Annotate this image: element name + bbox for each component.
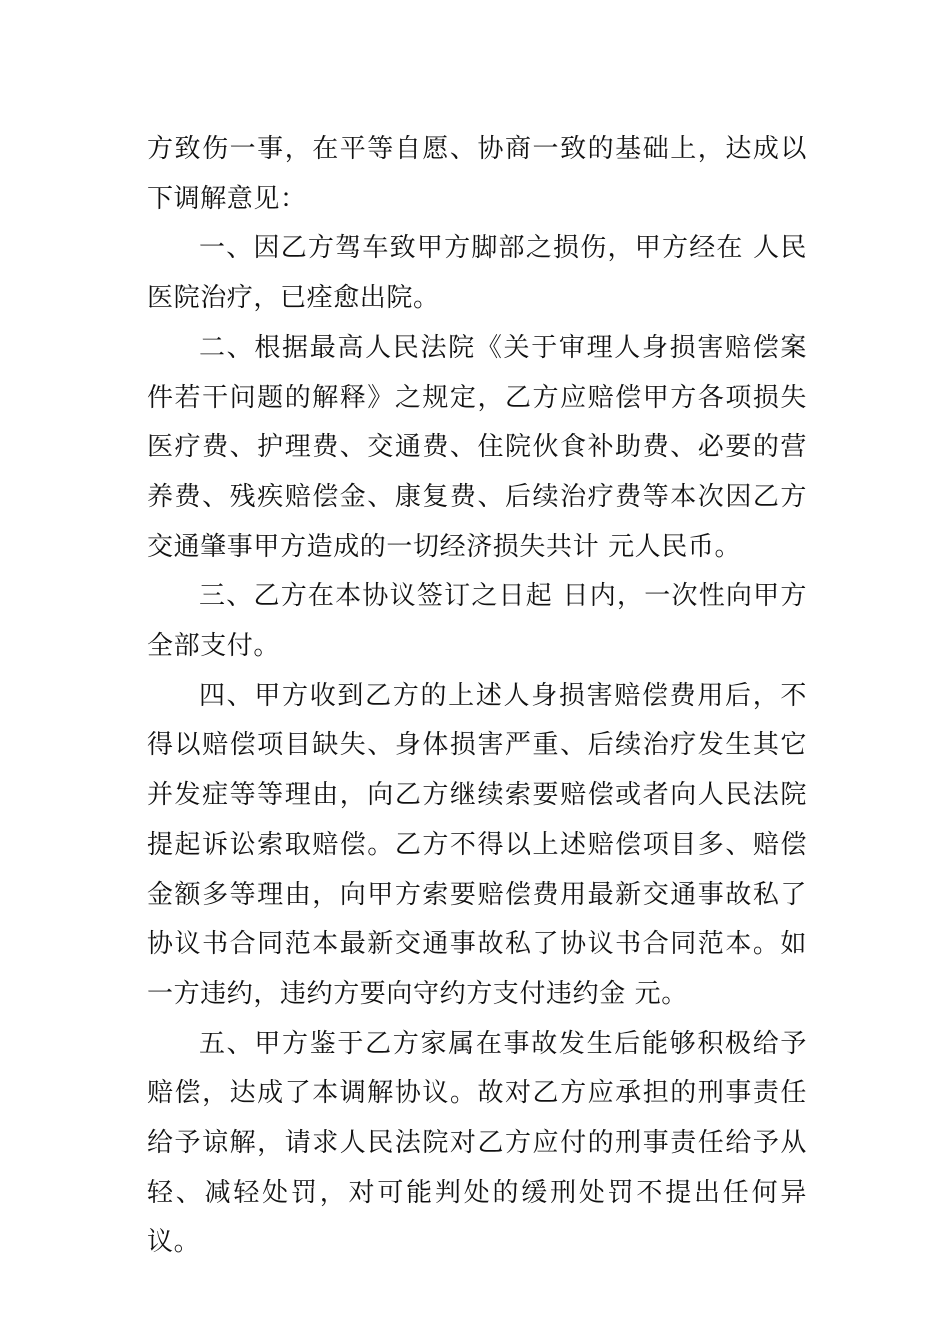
document-body: [147, 125, 807, 1268]
paragraph-opening: 方致伤一事，在平等自愿、协商一致的基础上，达成以下调解意见：: [147, 134, 807, 214]
paragraph-clause-1: 一、因乙方驾车致甲方脚部之损伤，甲方经在 人民医院治疗，已痊愈出院。: [147, 233, 807, 314]
paragraph-clause-3: 三、乙方在本协议签订之日起 日内，一次性向甲方全部支付。: [147, 581, 807, 662]
paragraph-clause-4: 四、甲方收到乙方的上述人身损害赔偿费用后，不得以赔偿项目缺失、身体损害严重、后续治疗发生其它并发症等等理由，向乙方继续索要赔偿或者向人民法院提起诉讼索取赔偿。乙方不得以上述赔偿项目多、赔偿金额多等理由，向甲方索要赔偿费用最新交通事故私了协议书合同范本最新交通事故私了协议书合同范本。如一方违约，违约方要向守约方支付违约金 元。: [147, 680, 807, 1009]
paragraph-clause-2: 二、根据最高人民法院《关于审理人身损害赔偿案件若干问题的解释》之规定，乙方应赔偿甲方各项损失医疗费、护理费、交通费、住院伙食补助费、必要的营养费、残疾赔偿金、康复费、后续治疗费等本次因乙方交通肇事甲方造成的一切经济损失共计 元人民币。: [147, 332, 807, 562]
paragraph-clause-5: 五、甲方鉴于乙方家属在事故发生后能够积极给予赔偿，达成了本调解协议。故对乙方应承担的刑事责任给予谅解，请求人民法院对乙方应付的刑事责任给予从轻、减轻处罚，对可能判处的缓刑处罚不提出任何异议。: [147, 1028, 807, 1258]
